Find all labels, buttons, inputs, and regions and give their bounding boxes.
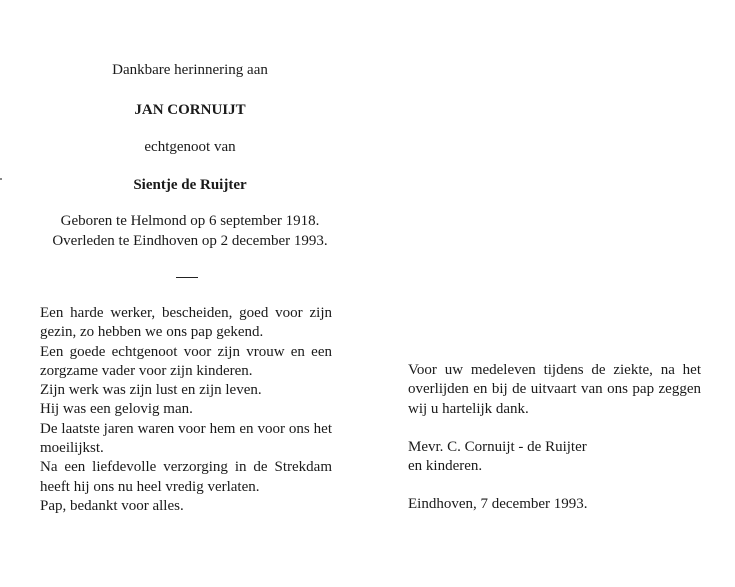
poem-line: Pap, bedankt voor alles. xyxy=(40,497,184,514)
spouse-name: Sientje de Ruijter xyxy=(133,177,247,193)
birth-line: Geboren te Helmond op 6 september 1918. xyxy=(60,213,320,229)
poem-line: Een goede echtgenoot voor zijn vrouw en een xyxy=(40,343,332,360)
poem-line: gezin, zo hebben we ons pap gekend. xyxy=(40,324,264,341)
divider xyxy=(176,277,198,278)
thanks-line: wij u hartelijk dank. xyxy=(408,400,529,417)
thanks-line: overlijden en bij de uitvaart van ons pap zeggen xyxy=(408,381,701,398)
signature-line: en kinderen. xyxy=(408,458,483,475)
deceased-name: JAN CORNUIJT xyxy=(134,102,246,118)
poem xyxy=(40,304,332,516)
spouse-of-text: echtgenoot van xyxy=(144,139,236,155)
poem-line: zorgzame vader voor zijn kinderen. xyxy=(40,362,253,379)
poem-line: Na een liefdevolle verzorging in de Strekdam xyxy=(40,459,332,476)
poem-line: De laatste jaren waren voor hem en voor ons het xyxy=(40,420,332,437)
signature-line: Mevr. C. Cornuijt - de Ruijter xyxy=(408,438,587,455)
poem-line: heeft hij ons nu heel vredig verlaten. xyxy=(40,478,260,495)
poem-line: Een harde werker, bescheiden, goed voor zijn xyxy=(40,305,332,321)
intro-text: Dankbare herinnering aan xyxy=(112,62,268,78)
spacer xyxy=(408,476,701,495)
place-date: Eindhoven, 7 december 1993. xyxy=(408,496,588,513)
spacer xyxy=(408,419,701,438)
thanks-panel xyxy=(408,361,701,515)
poem-line: Zijn werk was zijn lust en zijn leven. xyxy=(40,382,262,399)
poem-line: moeilijkst. xyxy=(40,440,104,457)
death-line: Overleden te Eindhoven op 2 december 1993. xyxy=(52,233,328,249)
poem-line: Hij was een gelovig man. xyxy=(40,401,193,418)
thanks-line: Voor uw medeleven tijdens de ziekte, na het xyxy=(408,362,701,378)
